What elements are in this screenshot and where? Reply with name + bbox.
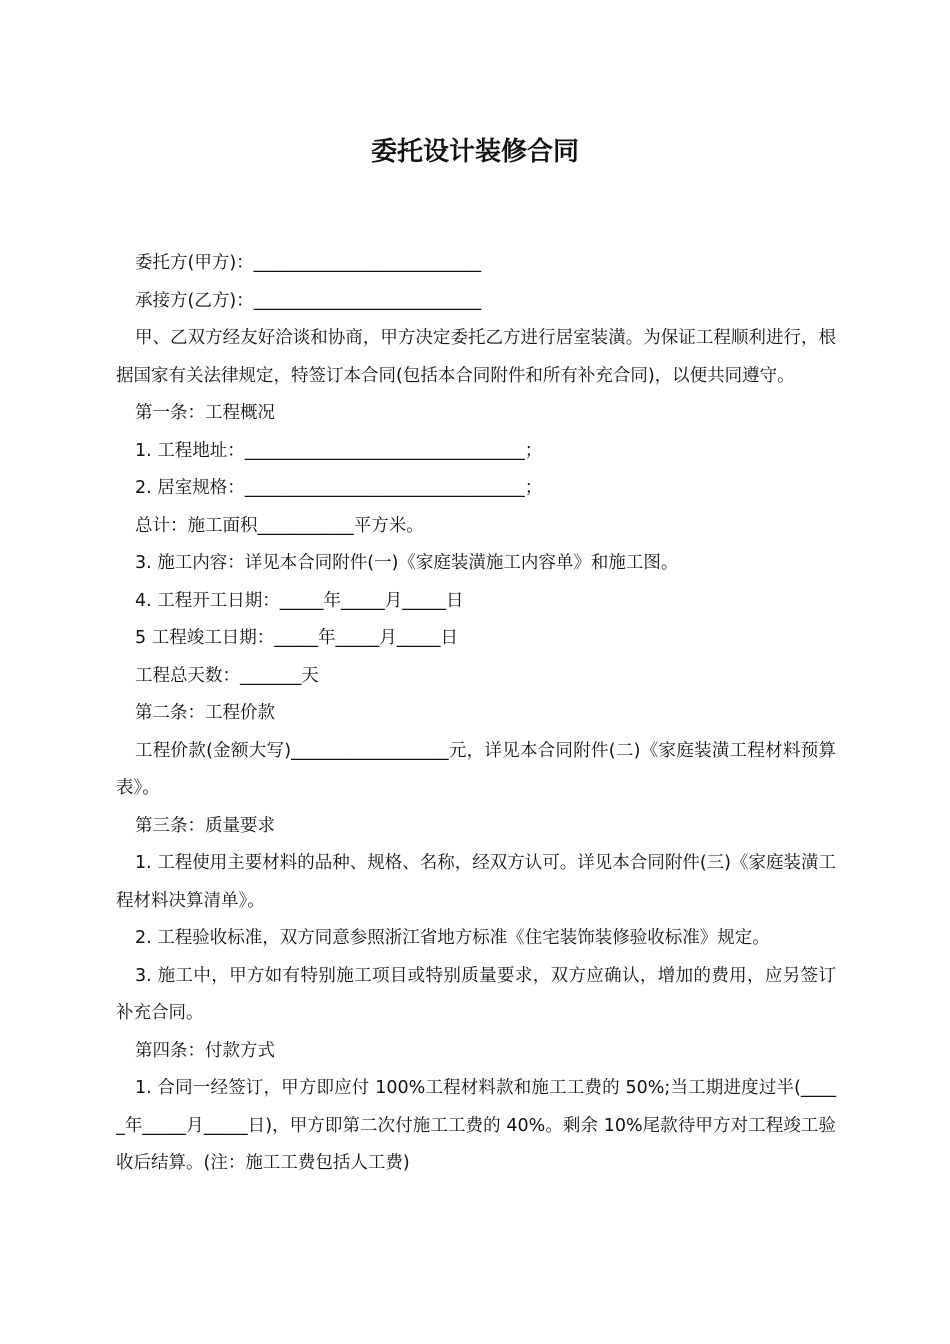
quality-item-1: 1. 工程使用主要材料的品种、规格、名称，经双方认可。详见本合同附件(三)《家庭装潢工程材料决算清单》。 — [116, 853, 836, 911]
article-3-heading: 第三条：质量要求 — [135, 815, 275, 836]
article-1-heading: 第一条：工程概况 — [135, 403, 275, 423]
party-b-line: 承接方(乙方)：__________________________ — [135, 290, 482, 311]
article-2-heading: 第二条：工程价款 — [135, 703, 275, 723]
end-date-line: 5 工程竣工日期：_____年_____月_____日 — [135, 628, 458, 648]
intro-paragraph: 甲、乙双方经友好洽谈和协商，甲方决定委托乙方进行居室装潢。为保证工程顺利进行，根据国家有关法律规定，特签订本合同(包括本合同附件和所有补充合同)，以便共同遵守。 — [116, 328, 836, 386]
total-days-line: 工程总天数：_______天 — [135, 665, 319, 686]
document-title: 委托设计装修合同 — [370, 137, 579, 167]
party-a-line: 委托方(甲方)：__________________________ — [135, 253, 482, 273]
payment-item-1: 1. 合同一经签订，甲方即应付 100%工程材料款和施工工费的 50%;当工期进度过半(_____年_____月_____日)，甲方即第二次付施工工费的 40%。剩余 10%尾款待甲方对工程竣工验收后结算。(注：施工工费包括人工费) — [116, 1078, 836, 1173]
project-address-line: 1. 工程地址：________________________________； — [135, 440, 543, 461]
article-4-heading: 第四条：付款方式 — [135, 1040, 275, 1061]
total-area-line: 总计：施工面积___________平方米。 — [135, 515, 424, 536]
work-content-line: 3. 施工内容：详见本合同附件(一)《家庭装潢施工内容单》和施工图。 — [135, 553, 679, 573]
price-paragraph: 工程价款(金额大写)__________________元，详见本合同附件(二)《家庭装潢工程材料预算表》。 — [116, 740, 836, 798]
quality-item-3: 3. 施工中，甲方如有特别施工项目或特别质量要求，双方应确认，增加的费用，应另签订补充合同。 — [116, 965, 836, 1023]
document-body — [116, 245, 836, 1183]
quality-item-2: 2. 工程验收标准，双方同意参照浙江省地方标准《住宅装饰装修验收标准》规定。 — [135, 928, 770, 948]
room-spec-line: 2. 居室规格：________________________________； — [135, 478, 543, 498]
start-date-line: 4. 工程开工日期：_____年_____月_____日 — [135, 590, 464, 611]
